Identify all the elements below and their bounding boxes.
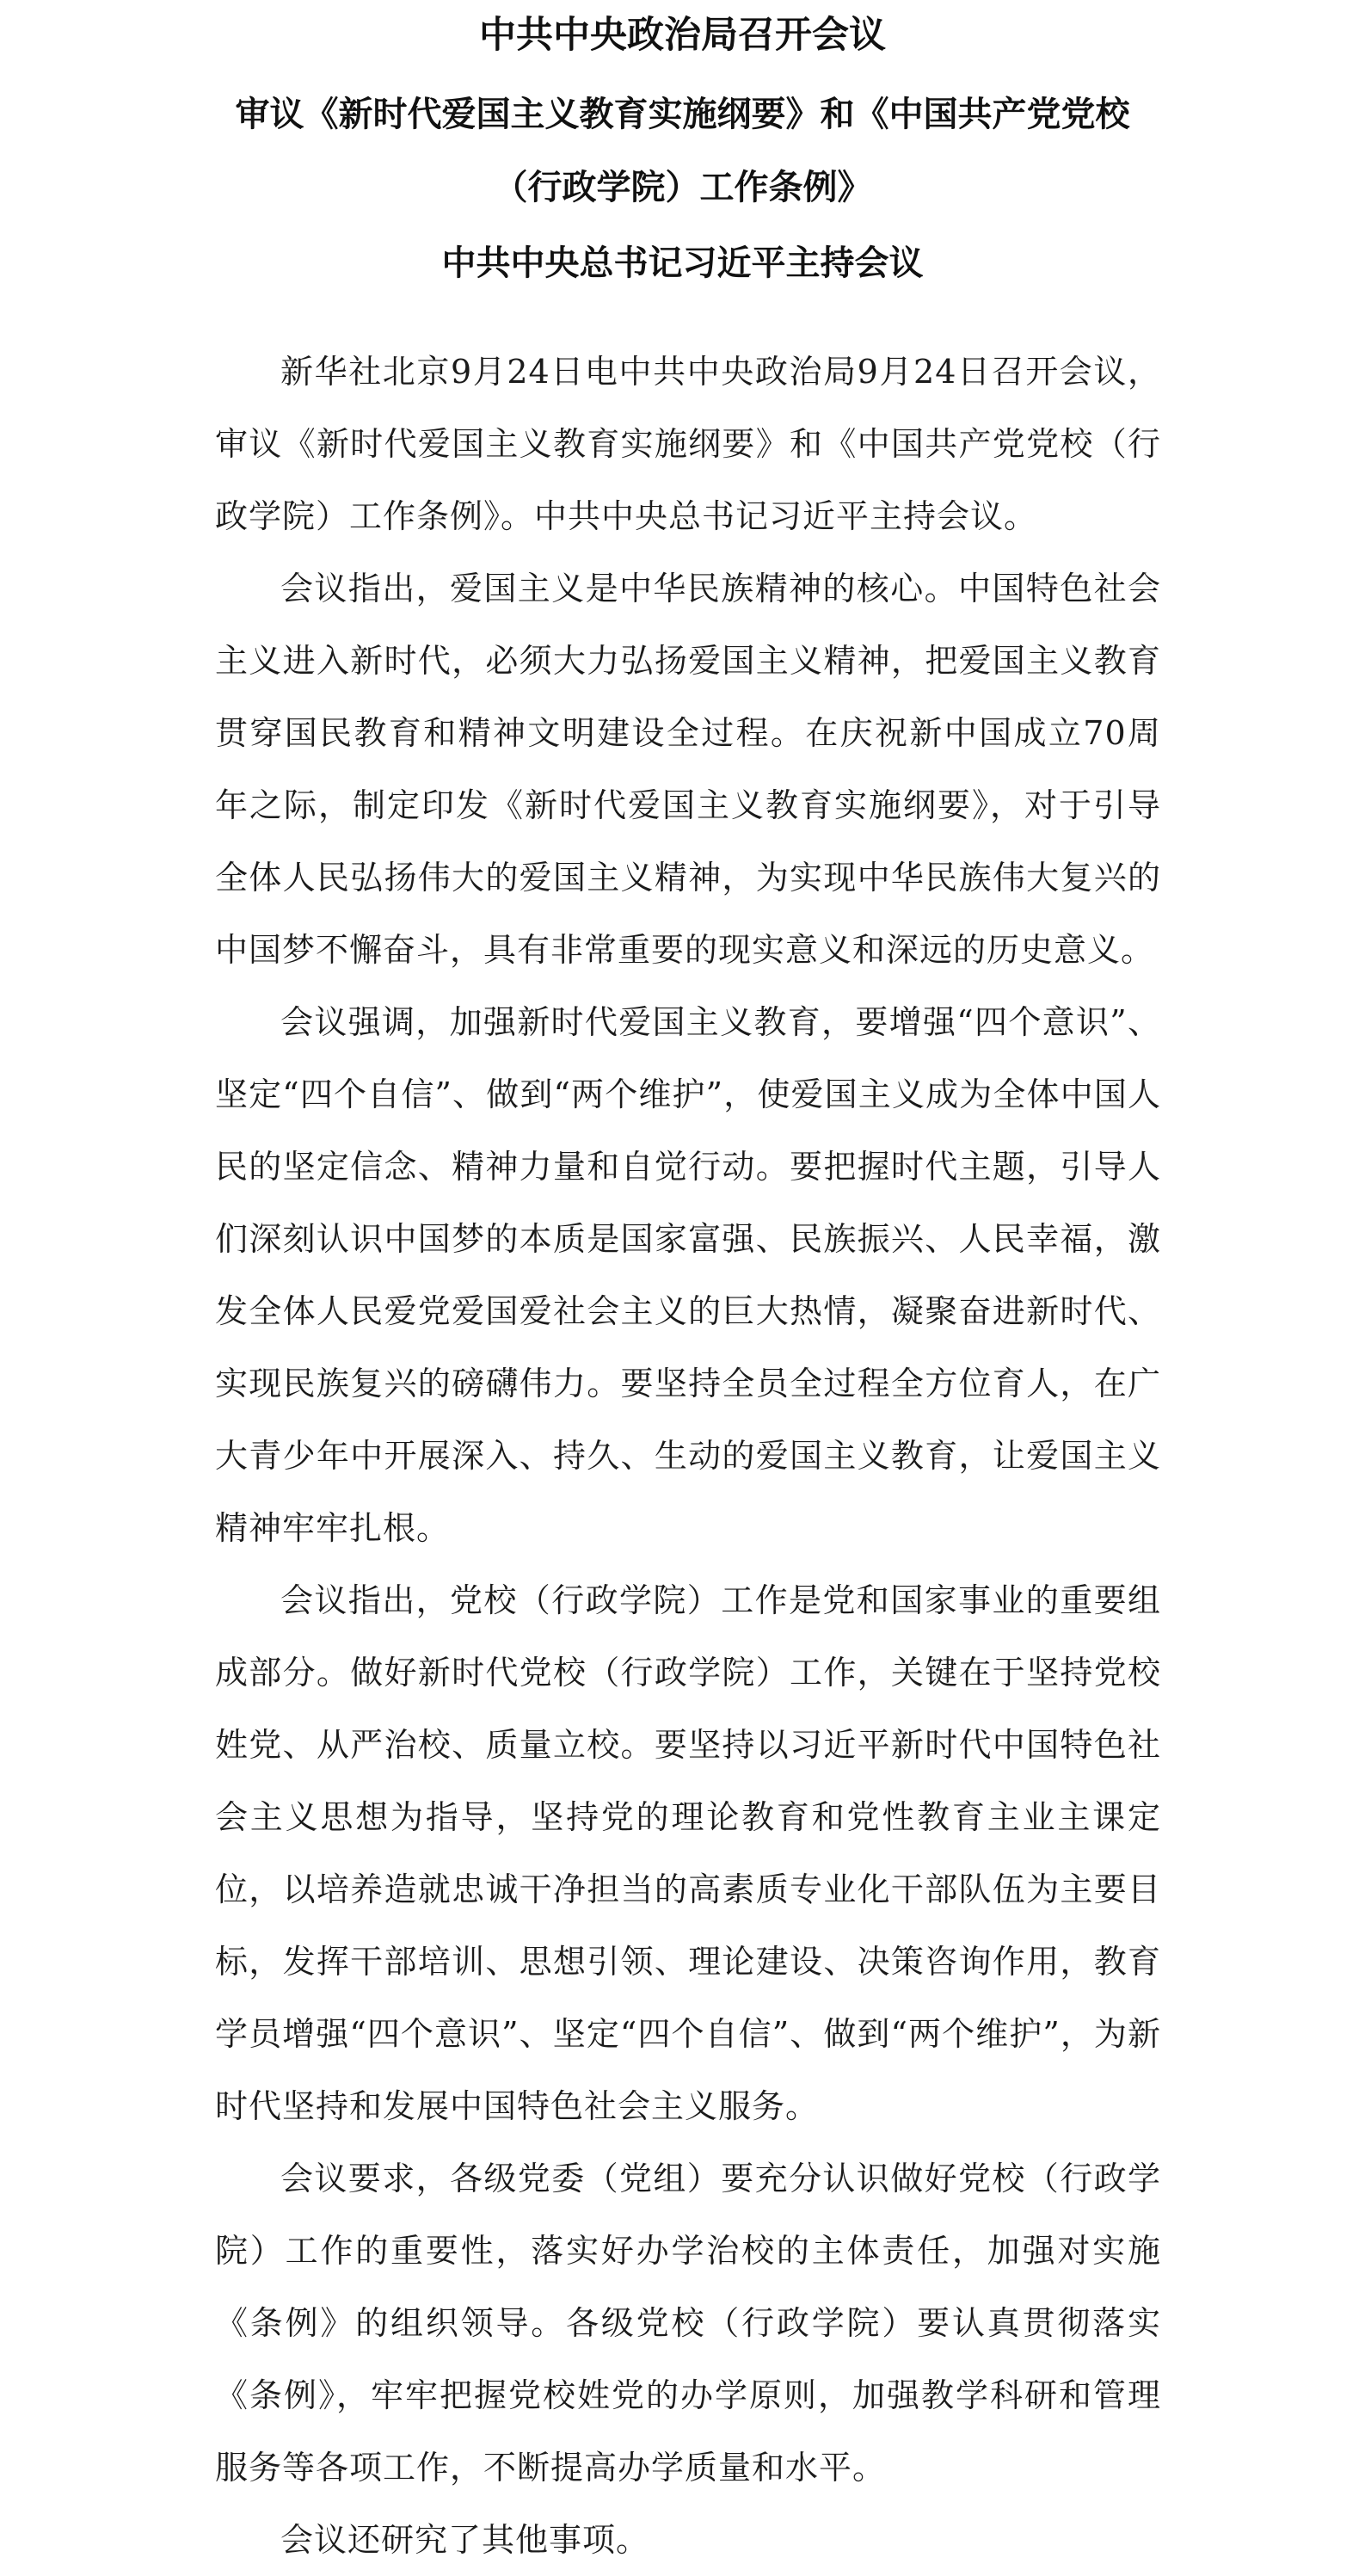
paragraph-other-matters: 会议还研究了其他事项。 — [280, 2521, 650, 2559]
headline-block — [0, 0, 1365, 283]
headline-subtitle-line-1: 审议《新时代爱国主义教育实施纲要》和《中国共产党党校 — [235, 94, 1130, 134]
headline-main: 中共中央政治局召开会议 — [479, 14, 886, 57]
paragraph-patriotism-education: 会议强调，加强新时代爱国主义教育，要增强“四个意识”、坚定“四个自信”、做到“两个维护”，使爱国主义成为全体中国人民的坚定信念、精神力量和自觉行动。要把握时代主题，引导人们深刻认识中国梦的本质是国家富强、民族振兴、人民幸福，激发全体人民爱党爱国爱社会主义的巨大热情，凝聚奋进新时代、实现民族复兴的磅礴伟力。要坚持全员全过程全方位育人，在广大青少年中开展深入、持久、生动的爱国主义教育，让爱国主义精神牢牢扎根。 — [215, 1003, 1161, 1547]
article-body — [215, 336, 1161, 2576]
paragraph-party-school: 会议指出，党校（行政学院）工作是党和国家事业的重要组成部分。做好新时代党校（行政学院）工作，关键在于坚持党校姓党、从严治校、质量立校。要坚持以习近平新时代中国特色社会主义思想为指导，坚持党的理论教育和党性教育主业主课定位，以培养造就忠诚干净担当的高素质专业化干部队伍为主要目标，发挥干部培训、思想引领、理论建设、决策咨询作用，教育学员增强“四个意识”、坚定“四个自信”、做到“两个维护”，为新时代坚持和发展中国特色社会主义服务。 — [215, 1581, 1161, 2125]
headline-subtitle-line-3: 中共中央总书记习近平主持会议 — [441, 243, 924, 283]
paragraph-requirements: 会议要求，各级党委（党组）要充分认识做好党校（行政学院）工作的重要性，落实好办学治校的主体责任，加强对实施《条例》的组织领导。各级党校（行政学院）要认真贯彻落实《条例》，牢牢把握党校姓党的办学原则，加强教学科研和管理服务等各项工作，不断提高办学质量和水平。 — [215, 2160, 1161, 2487]
paragraph-patriotism-core: 会议指出，爱国主义是中华民族精神的核心。中国特色社会主义进入新时代，必须大力弘扬爱国主义精神，把爱国主义教育贯穿国民教育和精神文明建设全过程。在庆祝新中国成立70周年之际，制定印发《新时代爱国主义教育实施纲要》，对于引导全体人民弘扬伟大的爱国主义精神，为实现中华民族伟大复兴的中国梦不懈奋斗，具有非常重要的现实意义和深远的历史意义。 — [215, 570, 1161, 969]
headline-subtitle-line-2: （行政学院）工作条例》 — [493, 167, 872, 207]
paragraph-lead: 新华社北京9月24日电中共中央政治局9月24日召开会议，审议《新时代爱国主义教育实施纲要》和《中国共产党党校（行政学院）工作条例》。中共中央总书记习近平主持会议。 — [215, 353, 1161, 535]
